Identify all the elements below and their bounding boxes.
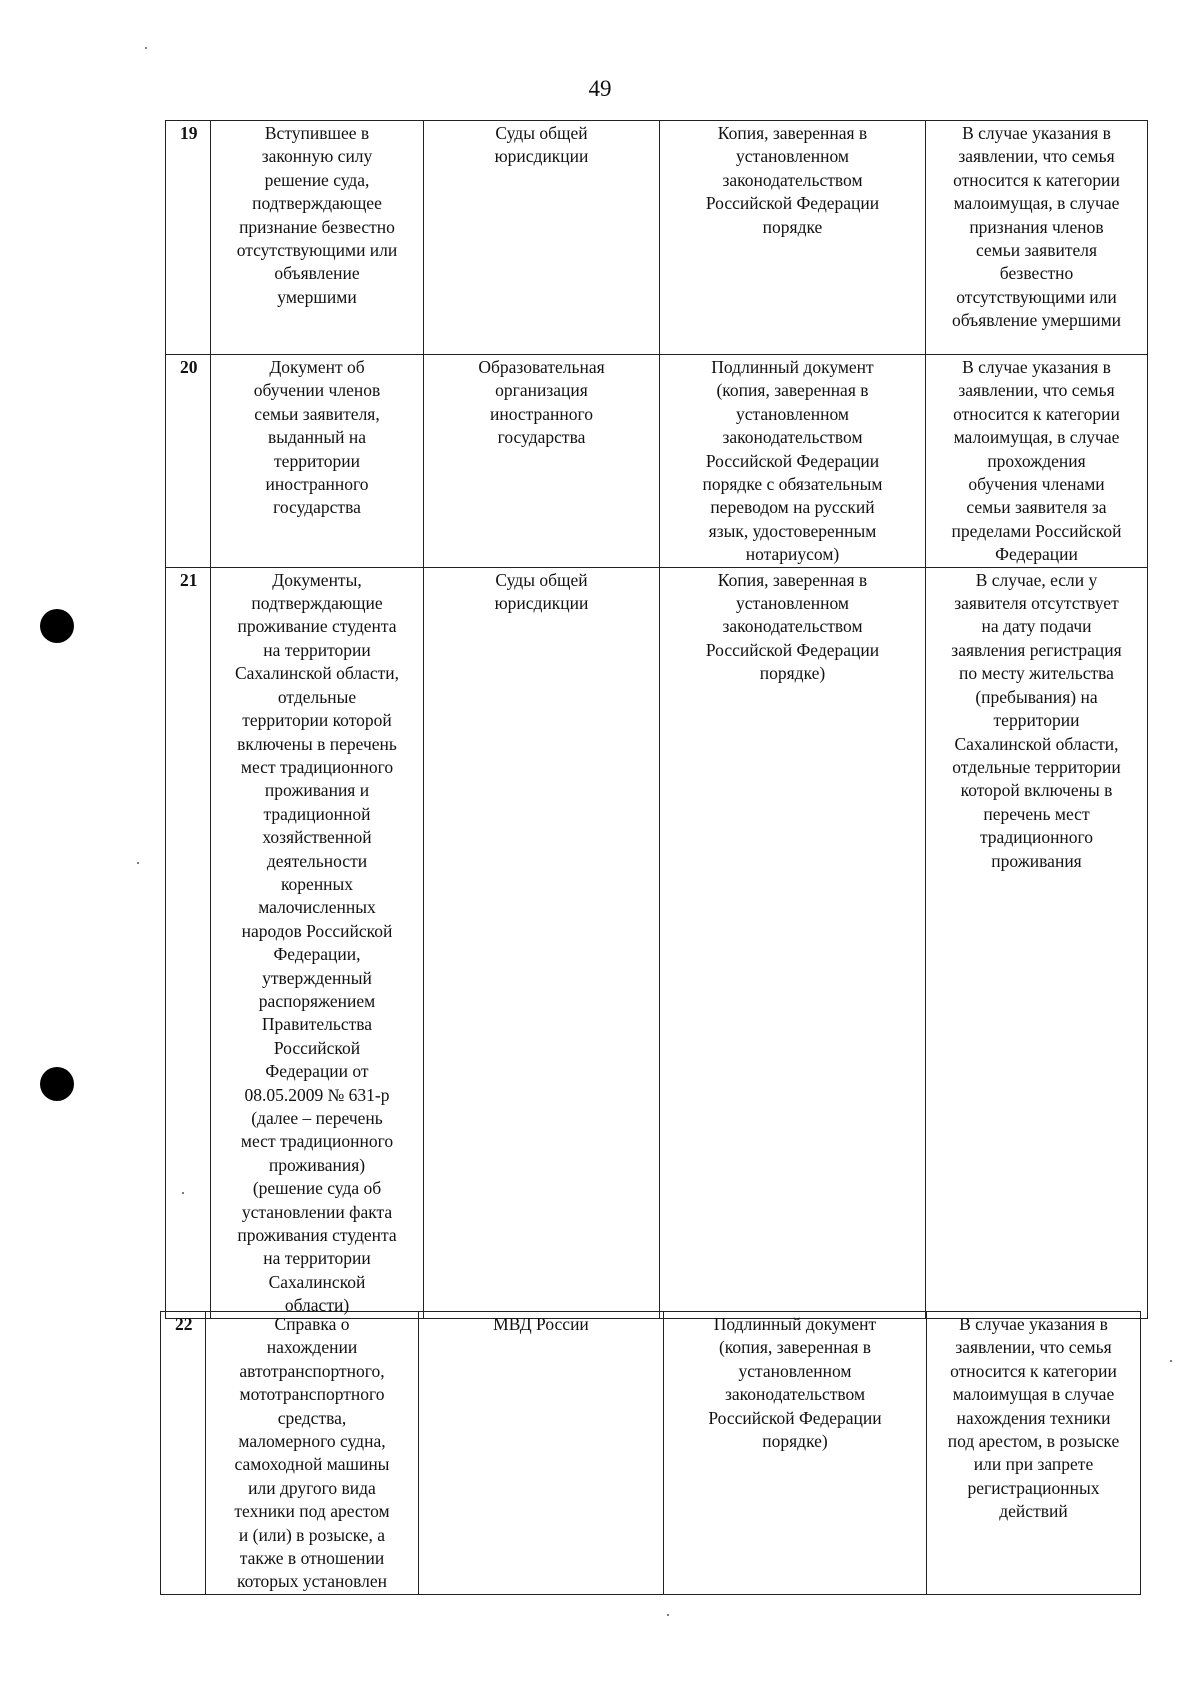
scan-speck xyxy=(1170,1360,1172,1362)
condition-cell xyxy=(926,121,1148,355)
issuer-cell xyxy=(424,567,660,1318)
scan-speck xyxy=(145,47,147,49)
condition: В случае указания в заявлении, что семья относится к категории малоимущая, в случае прохождения обучения членами семьи заявителя за пределами Российской Федерации xyxy=(951,357,1122,565)
form-cell xyxy=(660,567,926,1318)
row-number: 20 xyxy=(166,355,211,568)
table-row xyxy=(161,1312,1141,1595)
issuer-cell xyxy=(424,121,660,355)
punch-hole xyxy=(40,1067,74,1101)
documents-table-lower xyxy=(160,1311,1141,1595)
issuer: Суды общей юрисдикции xyxy=(494,569,589,614)
document-form: Подлинный документ (копия, заверенная в установленном законодательством Российской Федерации порядке) xyxy=(708,1314,882,1452)
form-cell xyxy=(660,355,926,568)
table-row xyxy=(166,567,1148,1318)
document-name-cell xyxy=(206,1312,419,1595)
document-name: Справка о нахождении автотранспортного, мототранспортного средства, маломерного судна, самоходной машины или другого вида техники под арестом и (или) в розыске, а также в отношении которых установлен xyxy=(234,1314,390,1592)
condition-cell xyxy=(926,355,1148,568)
condition-cell xyxy=(927,1312,1141,1595)
condition: В случае, если у заявителя отсутствует на дату подачи заявления регистрация по месту жительства (пребывания) на территории Сахалинской области, отдельные территории которой включены в перечень мест традиционного проживания xyxy=(951,569,1122,871)
condition: В случае указания в заявлении, что семья относится к категории малоимущая в случае нахождения техники под арестом, в розыске или при запрете регистрационных действий xyxy=(947,1314,1120,1522)
document-form: Копия, заверенная в установленном законодательством Российской Федерации порядке xyxy=(705,123,880,237)
document-form: Подлинный документ (копия, заверенная в установленном законодательством Российской Федерации порядке с обязательным переводом на русский язык, удостоверенным нотариусом) xyxy=(702,357,883,565)
document-form: Копия, заверенная в установленном законодательством Российской Федерации порядке) xyxy=(705,569,880,684)
scan-speck xyxy=(137,862,139,864)
issuer: Образовательная организация иностранного государства xyxy=(478,357,605,448)
row-number: 19 xyxy=(166,121,211,355)
issuer: Суды общей юрисдикции xyxy=(494,123,589,167)
table-row xyxy=(166,121,1148,355)
document-name: Документы, подтверждающие проживание студента на территории Сахалинской области, отдельные территории которой включены в перечень мест традиционного проживания и традиционной хозяйственной деятельности коренных малочисленных народов Российской Федерации, утвержденный распоряжением Правительства Российской Федерации от 08.05.2009 № 631-р (далее – перечень мест традиционного проживания) (решение суда об установлении факта проживания студента на территории Сахалинской области) xyxy=(234,569,400,1316)
row-number: 22 xyxy=(161,1312,206,1595)
form-cell xyxy=(660,121,926,355)
document-name: Документ об обучении членов семьи заявителя, выданный на территории иностранного государства xyxy=(253,357,381,518)
documents-table-upper xyxy=(165,120,1148,1319)
issuer-cell xyxy=(424,355,660,568)
document-name-cell xyxy=(211,355,424,568)
punch-hole xyxy=(40,609,74,643)
condition-cell xyxy=(926,567,1148,1318)
condition: В случае указания в заявлении, что семья относится к категории малоимущая, в случае признания членов семьи заявителя безвестно отсутствующими или объявление умершими xyxy=(951,123,1122,331)
issuer: МВД России xyxy=(493,1314,589,1334)
document-name-cell xyxy=(211,567,424,1318)
page-number: 49 xyxy=(588,76,612,101)
document-name-cell xyxy=(211,121,424,355)
table-row xyxy=(166,355,1148,568)
form-cell xyxy=(664,1312,927,1595)
issuer-cell xyxy=(419,1312,664,1595)
scan-speck xyxy=(667,1614,669,1616)
document-name: Вступившее в законную силу решение суда, подтверждающее признание безвестно отсутствующими или объявление умершими xyxy=(236,123,398,307)
row-number: 21 xyxy=(166,567,211,1318)
